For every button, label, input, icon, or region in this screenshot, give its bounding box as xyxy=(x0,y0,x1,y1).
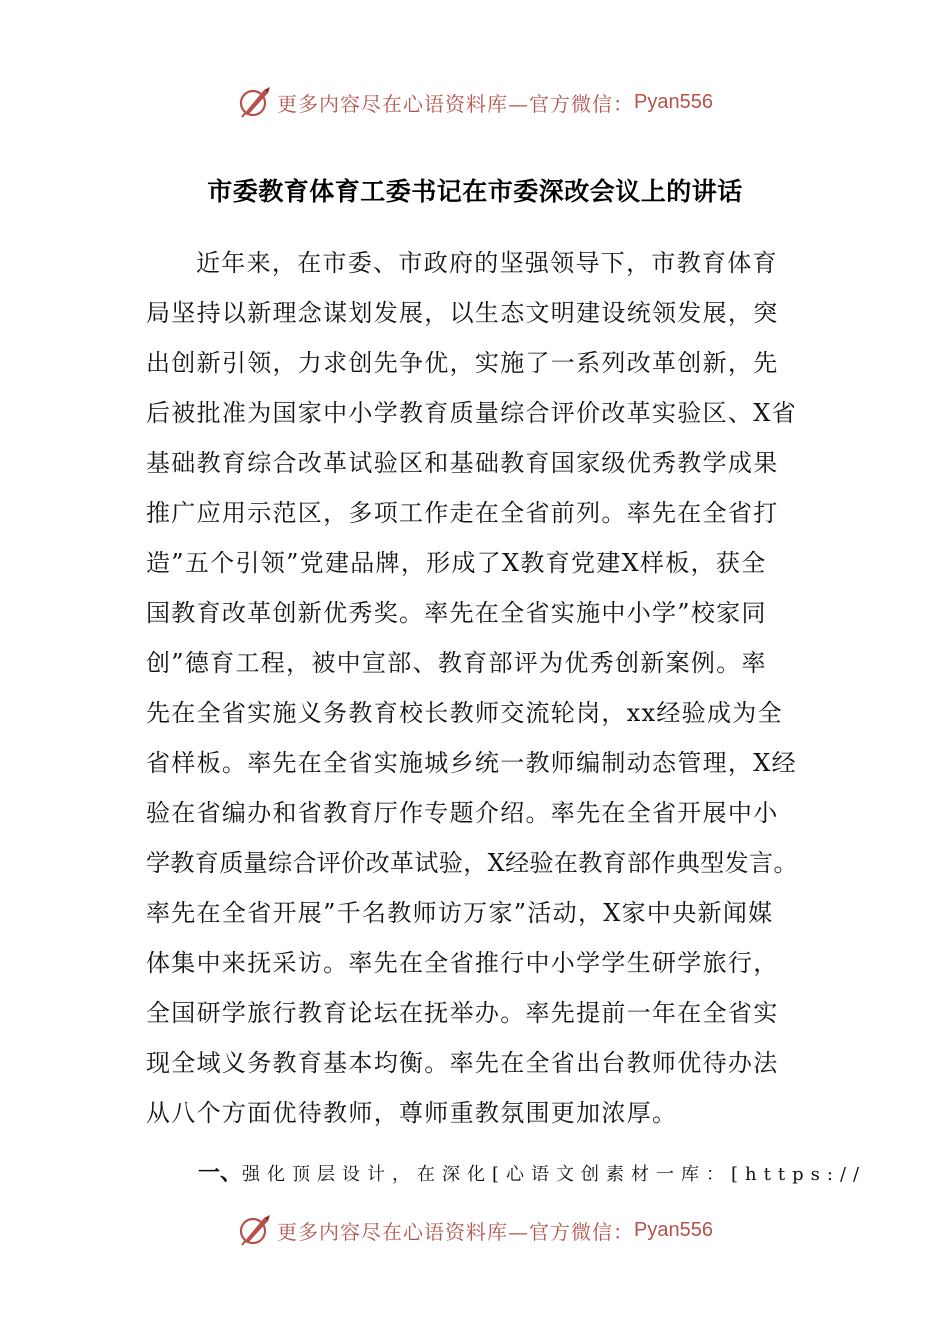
watermark-banner-top xyxy=(0,82,950,122)
paragraph-line: 体集中来抚采访。率先在全省推行中小学学生研学旅行， xyxy=(146,949,779,977)
watermark-banner-bottom xyxy=(0,1210,950,1250)
paragraph-line: 创”德育工程，被中宣部、教育部评为优秀创新案例。率 xyxy=(146,649,767,677)
paragraph-line: 近年来，在市委、市政府的坚强领导下，市教育体育 xyxy=(196,249,778,277)
paragraph-line: 造”五个引领”党建品牌，形成了X教育党建X样板，获全 xyxy=(146,549,767,577)
paragraph-line: 国教育改革创新优秀奖。率先在全省实施中小学”校家同 xyxy=(146,599,767,627)
watermark-text: 更多内容尽在心语资料库—官方微信： xyxy=(277,1219,635,1244)
paragraph-line: 现全域义务教育基本均衡。率先在全省出台教师优待办法 xyxy=(146,1049,779,1077)
paragraph-line: 率先在全省开展”千名教师访万家”活动，X家中央新闻媒 xyxy=(146,899,774,927)
watermark-wechat-id: Pyan556 xyxy=(634,90,713,113)
paragraph-line: 验在省编办和省教育厅作专题介绍。率先在全省开展中小 xyxy=(146,799,779,827)
document-title: 市委教育体育工委书记在市委深改会议上的讲话 xyxy=(207,177,743,206)
quill-pen-logo-icon xyxy=(237,1212,273,1248)
section-number: 一、 xyxy=(198,1160,243,1186)
paragraph-line: 从八个方面优待教师，尊师重教氛围更加浓厚。 xyxy=(146,1099,678,1127)
paragraph-line: 局坚持以新理念谋划发展，以生态文明建设统领发展，突 xyxy=(146,299,779,327)
paragraph-line: 出创新引领，力求创先争优，实施了一系列改革创新，先 xyxy=(146,349,779,377)
paragraph-line: 学教育质量综合评价改革试验，X经验在教育部作典型发言。 xyxy=(146,849,798,877)
quill-pen-logo-icon xyxy=(237,84,273,120)
paragraph-line: 省样板。率先在全省实施城乡统一教师编制动态管理，X经 xyxy=(146,749,797,777)
section-heading-text: 强化顶层设计，在深化[心语文创素材一库：[https:// xyxy=(242,1164,867,1185)
paragraph-line: 推广应用示范区，多项工作走在全省前列。率先在全省打 xyxy=(146,499,779,527)
paragraph-line: 先在全省实施义务教育校长教师交流轮岗，xx经验成为全 xyxy=(146,699,783,727)
paragraph-line: 全国研学旅行教育论坛在抚举办。率先提前一年在全省实 xyxy=(146,999,779,1027)
section-heading xyxy=(198,1156,866,1187)
watermark-text: 更多内容尽在心语资料库—官方微信： xyxy=(277,91,635,116)
paragraph-line: 基础教育综合改革试验区和基础教育国家级优秀教学成果 xyxy=(146,449,779,477)
paragraph-line: 后被批准为国家中小学教育质量综合评价改革实验区、X省 xyxy=(146,399,797,427)
watermark-wechat-id: Pyan556 xyxy=(634,1218,713,1241)
